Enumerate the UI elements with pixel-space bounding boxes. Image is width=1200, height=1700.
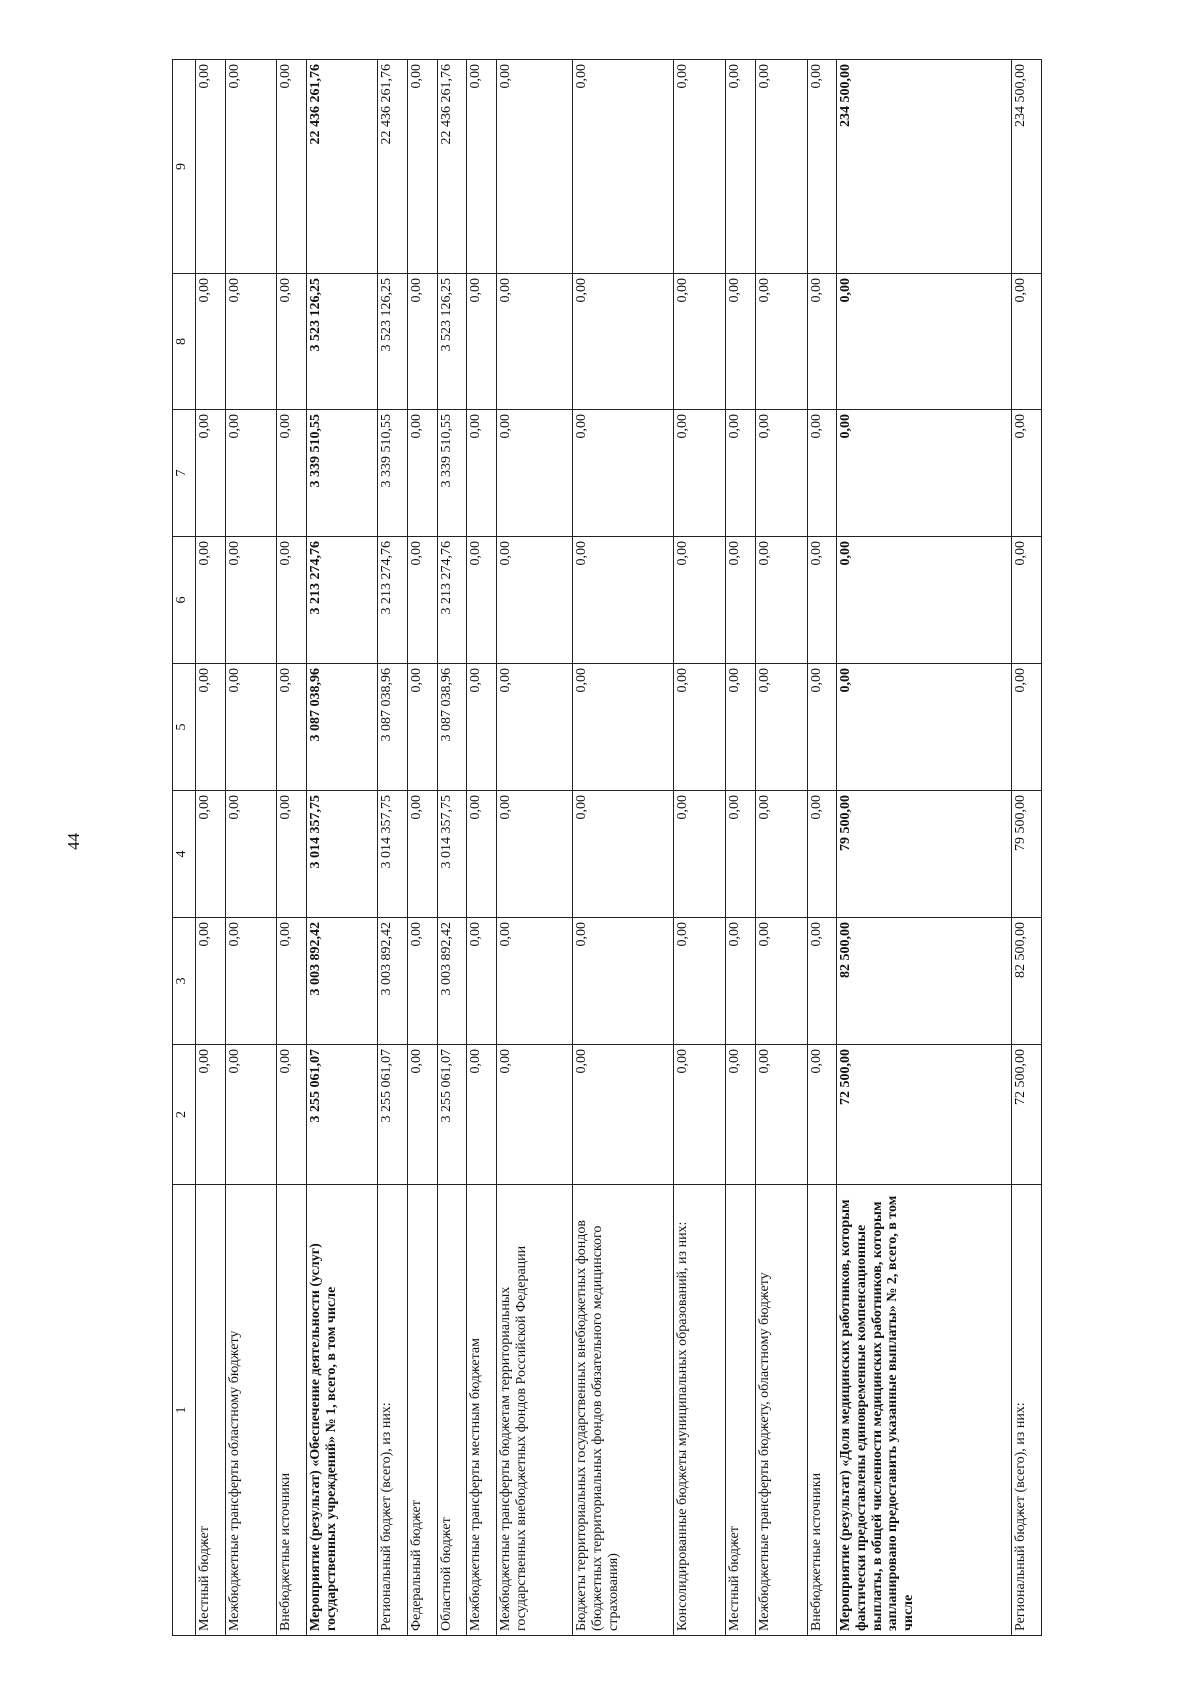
table-row <box>807 60 837 1636</box>
value-cell: 0,00 <box>573 664 674 791</box>
table-row <box>467 60 497 1636</box>
table-row <box>496 60 572 1636</box>
value-cell: 72 500,00 <box>1012 1045 1042 1185</box>
value-cell: 3 087 038,96 <box>306 664 378 791</box>
value-cell: 3 255 061,07 <box>437 1045 467 1185</box>
value-cell: 0,00 <box>674 410 726 537</box>
value-cell: 0,00 <box>1012 274 1042 410</box>
value-cell: 72 500,00 <box>837 1045 1012 1185</box>
value-cell: 0,00 <box>277 410 307 537</box>
table-row <box>225 60 277 1636</box>
value-cell: 0,00 <box>807 410 837 537</box>
value-cell: 0,00 <box>277 274 307 410</box>
row-label: Внебюджетные источники <box>277 1185 307 1636</box>
value-cell: 3 087 038,96 <box>437 664 467 791</box>
value-cell: 0,00 <box>573 537 674 664</box>
column-header: 5 <box>173 664 196 791</box>
value-cell: 234 500,00 <box>837 60 1012 274</box>
value-cell: 3 003 892,42 <box>306 918 378 1045</box>
value-cell: 3 523 126,25 <box>437 274 467 410</box>
value-cell: 0,00 <box>467 791 497 918</box>
table-row <box>1012 60 1042 1636</box>
value-cell: 0,00 <box>496 60 572 274</box>
value-cell: 0,00 <box>496 410 572 537</box>
value-cell: 0,00 <box>755 410 807 537</box>
value-cell: 0,00 <box>726 274 756 410</box>
value-cell: 3 339 510,55 <box>437 410 467 537</box>
value-cell: 0,00 <box>467 410 497 537</box>
value-cell: 0,00 <box>496 274 572 410</box>
table-body <box>196 60 1042 1636</box>
value-cell: 0,00 <box>674 664 726 791</box>
value-cell: 0,00 <box>196 664 226 791</box>
value-cell: 0,00 <box>837 410 1012 537</box>
value-cell: 0,00 <box>225 918 277 1045</box>
column-header: 4 <box>173 791 196 918</box>
column-header: 9 <box>173 60 196 274</box>
value-cell: 0,00 <box>277 791 307 918</box>
value-cell: 3 339 510,55 <box>306 410 378 537</box>
value-cell: 0,00 <box>837 537 1012 664</box>
value-cell: 0,00 <box>467 918 497 1045</box>
budget-table-container <box>172 60 1042 1636</box>
value-cell: 3 339 510,55 <box>378 410 408 537</box>
value-cell: 0,00 <box>674 274 726 410</box>
value-cell: 3 014 357,75 <box>306 791 378 918</box>
value-cell: 0,00 <box>277 918 307 1045</box>
value-cell: 0,00 <box>755 60 807 274</box>
value-cell: 3 213 274,76 <box>437 537 467 664</box>
value-cell: 22 436 261,76 <box>437 60 467 274</box>
value-cell: 0,00 <box>467 274 497 410</box>
column-header: 3 <box>173 918 196 1045</box>
value-cell: 0,00 <box>674 537 726 664</box>
value-cell: 3 014 357,75 <box>378 791 408 918</box>
value-cell: 0,00 <box>196 918 226 1045</box>
value-cell: 3 213 274,76 <box>306 537 378 664</box>
row-label: Межбюджетные трансферты бюджетам территориальных государственных внебюджетных фондов Российской Федерации <box>496 1185 572 1636</box>
value-cell: 0,00 <box>408 664 438 791</box>
value-cell: 0,00 <box>807 664 837 791</box>
value-cell: 22 436 261,76 <box>378 60 408 274</box>
table-row <box>755 60 807 1636</box>
row-label: Внебюджетные источники <box>807 1185 837 1636</box>
column-header: 7 <box>173 410 196 537</box>
value-cell: 0,00 <box>196 537 226 664</box>
row-label: Областной бюджет <box>437 1185 467 1636</box>
value-cell: 0,00 <box>573 410 674 537</box>
table-row <box>196 60 226 1636</box>
value-cell: 0,00 <box>726 537 756 664</box>
value-cell: 0,00 <box>225 60 277 274</box>
value-cell: 3 213 274,76 <box>378 537 408 664</box>
value-cell: 0,00 <box>807 791 837 918</box>
row-label: Бюджеты территориальных государственных внебюджетных фондов (бюджетных территориальных фондов обязательного медицинского страхования) <box>573 1185 674 1636</box>
value-cell: 0,00 <box>277 537 307 664</box>
value-cell: 0,00 <box>807 918 837 1045</box>
column-header: 8 <box>173 274 196 410</box>
row-label: Федеральный бюджет <box>408 1185 438 1636</box>
value-cell: 0,00 <box>674 1045 726 1185</box>
value-cell: 3 014 357,75 <box>437 791 467 918</box>
value-cell: 0,00 <box>496 664 572 791</box>
value-cell: 0,00 <box>726 410 756 537</box>
table-row <box>837 60 1012 1636</box>
value-cell: 0,00 <box>496 1045 572 1185</box>
value-cell: 0,00 <box>496 537 572 664</box>
value-cell: 3 003 892,42 <box>378 918 408 1045</box>
value-cell: 0,00 <box>467 537 497 664</box>
row-label: Консолидированные бюджеты муниципальных образований, из них: <box>674 1185 726 1636</box>
value-cell: 3 523 126,25 <box>378 274 408 410</box>
row-label: Межбюджетные трансферты областному бюджету <box>225 1185 277 1636</box>
value-cell: 0,00 <box>807 1045 837 1185</box>
value-cell: 0,00 <box>807 60 837 274</box>
value-cell: 0,00 <box>408 1045 438 1185</box>
value-cell: 0,00 <box>674 791 726 918</box>
value-cell: 0,00 <box>196 274 226 410</box>
row-label: Местный бюджет <box>196 1185 226 1636</box>
value-cell: 0,00 <box>408 60 438 274</box>
value-cell: 3 003 892,42 <box>437 918 467 1045</box>
value-cell: 0,00 <box>573 60 674 274</box>
value-cell: 0,00 <box>277 664 307 791</box>
table-row <box>674 60 726 1636</box>
value-cell: 3 087 038,96 <box>378 664 408 791</box>
value-cell: 0,00 <box>726 664 756 791</box>
value-cell: 0,00 <box>196 1045 226 1185</box>
value-cell: 0,00 <box>408 918 438 1045</box>
value-cell: 79 500,00 <box>1012 791 1042 918</box>
column-header: 6 <box>173 537 196 664</box>
value-cell: 0,00 <box>755 274 807 410</box>
value-cell: 234 500,00 <box>1012 60 1042 274</box>
value-cell: 0,00 <box>225 1045 277 1185</box>
value-cell: 0,00 <box>807 537 837 664</box>
value-cell: 0,00 <box>225 410 277 537</box>
value-cell: 0,00 <box>837 664 1012 791</box>
row-label: Мероприятие (результат) «Обеспечение деятельности (услуг) государственных учреждений» № 1, всего, в том числе <box>306 1185 378 1636</box>
row-label: Региональный бюджет (всего), из них: <box>378 1185 408 1636</box>
value-cell: 0,00 <box>196 60 226 274</box>
value-cell: 79 500,00 <box>837 791 1012 918</box>
value-cell: 0,00 <box>755 664 807 791</box>
value-cell: 0,00 <box>573 791 674 918</box>
page-number: 44 <box>64 833 83 850</box>
row-label: Межбюджетные трансферты бюджету, областному бюджету <box>755 1185 807 1636</box>
value-cell: 0,00 <box>225 791 277 918</box>
value-cell: 0,00 <box>837 274 1012 410</box>
value-cell: 0,00 <box>225 537 277 664</box>
table-row <box>573 60 674 1636</box>
row-label: Местный бюджет <box>726 1185 756 1636</box>
table-row <box>378 60 408 1636</box>
table-row <box>408 60 438 1636</box>
value-cell: 0,00 <box>755 537 807 664</box>
value-cell: 0,00 <box>755 791 807 918</box>
value-cell: 0,00 <box>496 918 572 1045</box>
value-cell: 0,00 <box>726 918 756 1045</box>
value-cell: 0,00 <box>807 274 837 410</box>
value-cell: 0,00 <box>726 60 756 274</box>
column-header: 2 <box>173 1045 196 1185</box>
value-cell: 3 523 126,25 <box>306 274 378 410</box>
value-cell: 0,00 <box>674 918 726 1045</box>
table-row <box>306 60 378 1636</box>
value-cell: 0,00 <box>196 791 226 918</box>
table-row <box>437 60 467 1636</box>
value-cell: 0,00 <box>467 1045 497 1185</box>
value-cell: 0,00 <box>225 274 277 410</box>
value-cell: 0,00 <box>496 791 572 918</box>
value-cell: 82 500,00 <box>1012 918 1042 1045</box>
value-cell: 0,00 <box>573 274 674 410</box>
table-row <box>726 60 756 1636</box>
value-cell: 0,00 <box>277 1045 307 1185</box>
value-cell: 0,00 <box>726 1045 756 1185</box>
value-cell: 0,00 <box>1012 664 1042 791</box>
value-cell: 0,00 <box>467 60 497 274</box>
column-number-row <box>173 60 196 1636</box>
value-cell: 0,00 <box>755 918 807 1045</box>
row-label: Межбюджетные трансферты местным бюджетам <box>467 1185 497 1636</box>
value-cell: 0,00 <box>573 918 674 1045</box>
value-cell: 0,00 <box>225 664 277 791</box>
value-cell: 0,00 <box>196 410 226 537</box>
value-cell: 0,00 <box>755 1045 807 1185</box>
value-cell: 0,00 <box>1012 410 1042 537</box>
table-row <box>277 60 307 1636</box>
value-cell: 0,00 <box>573 1045 674 1185</box>
value-cell: 0,00 <box>408 274 438 410</box>
value-cell: 0,00 <box>408 537 438 664</box>
value-cell: 0,00 <box>277 60 307 274</box>
value-cell: 3 255 061,07 <box>306 1045 378 1185</box>
column-header: 1 <box>173 1185 196 1636</box>
value-cell: 3 255 061,07 <box>378 1045 408 1185</box>
value-cell: 22 436 261,76 <box>306 60 378 274</box>
value-cell: 0,00 <box>408 791 438 918</box>
value-cell: 0,00 <box>674 60 726 274</box>
value-cell: 0,00 <box>1012 537 1042 664</box>
budget-table <box>172 59 1042 1636</box>
value-cell: 0,00 <box>467 664 497 791</box>
value-cell: 0,00 <box>408 410 438 537</box>
value-cell: 0,00 <box>726 791 756 918</box>
value-cell: 82 500,00 <box>837 918 1012 1045</box>
row-label: Мероприятие (результат) «Доля медицинских работников, которым фактически предоставлены единовременные компенсационные выплаты, в общей численности медицинских работников, которым запланировано предоставить указанные выплаты» № 2, всего, в том числе <box>837 1185 1012 1636</box>
row-label: Региональный бюджет (всего), из них: <box>1012 1185 1042 1636</box>
